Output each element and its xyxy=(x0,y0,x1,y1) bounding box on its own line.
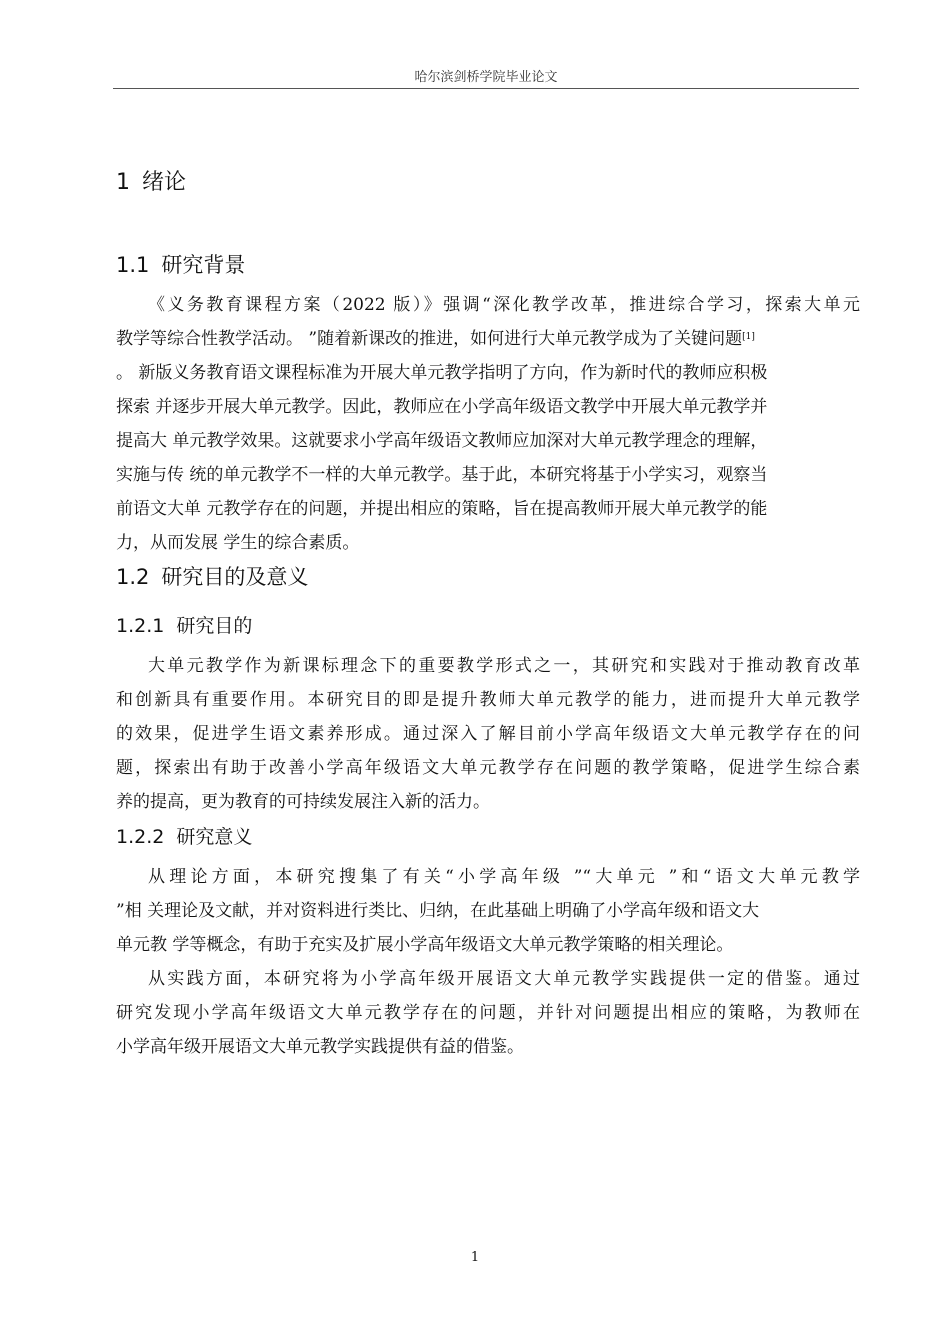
text-line: 研究发现小学高年级语文大单元教学存在的问题，并针对问题提出相应的策略，为教师在 xyxy=(116,1003,860,1023)
paragraph-background xyxy=(116,288,860,560)
paragraph-purpose xyxy=(116,649,860,819)
subsection-number: 1.2.2 xyxy=(116,826,165,848)
text-line: ”相 关理论及文献，并对资料进行类比、归纳，在此基础上明确了小学高年级和语文大 xyxy=(116,901,760,921)
text-line: 题，探索出有助于改善小学高年级语文大单元教学存在问题的教学策略，促进学生综合素 xyxy=(116,758,860,778)
running-header: 哈尔滨剑桥学院毕业论文 xyxy=(414,70,558,85)
text-line: 《义务教育课程方案（2022 版）》强调“深化教学改革，推进综合学习，探索大单元 xyxy=(148,295,860,315)
header-divider xyxy=(113,88,859,89)
text-line: 前语文大单 元教学存在的问题，并提出相应的策略，旨在提高教师开展大单元教学的能 xyxy=(116,499,768,519)
text-line: 教学等综合性教学活动。 ”随着新课改的推进，如何进行大单元教学成为了关键问题[1] xyxy=(116,329,755,349)
text-line: 探索 并逐步开展大单元教学。因此，教师应在小学高年级语文教学中开展大单元教学并 xyxy=(116,397,768,417)
text-line: 实施与传 统的单元教学不一样的大单元教学。基于此，本研究将基于小学实习，观察当 xyxy=(116,465,768,485)
page-number: 1 xyxy=(470,1250,480,1265)
chapter-heading xyxy=(116,165,186,196)
subsection-title: 研究意义 xyxy=(176,826,253,848)
text-line: 从实践方面，本研究将为小学高年级开展语文大单元教学实践提供一定的借鉴。通过 xyxy=(148,969,860,989)
subsection-title: 研究目的 xyxy=(176,615,253,637)
text-line: 的效果，促进学生语文素养形成。通过深入了解目前小学高年级语文大单元教学存在的问 xyxy=(116,724,860,744)
section-number: 1.2 xyxy=(116,565,150,589)
chapter-number: 1 xyxy=(116,170,130,195)
text-line: 单元教 学等概念，有助于充实及扩展小学高年级语文大单元教学策略的相关理论。 xyxy=(116,935,734,955)
section-heading-1-2 xyxy=(116,561,308,591)
section-title: 研究目的及意义 xyxy=(161,565,309,589)
text-line: 和创新具有重要作用。本研究目的即是提升教师大单元教学的能力，进而提升大单元教学 xyxy=(116,690,860,710)
section-heading-1-1 xyxy=(116,249,245,279)
text-line: 。 新版义务教育语文课程标准为开展大单元教学指明了方向，作为新时代的教师应积极 xyxy=(116,363,768,383)
text-line: 小学高年级开展语文大单元教学实践提供有益的借鉴。 xyxy=(116,1037,524,1057)
text-line: 大单元教学作为新课标理念下的重要教学形式之一，其研究和实践对于推动教育改革 xyxy=(148,656,860,676)
chapter-title: 绪论 xyxy=(142,170,187,195)
text-line: 养的提高，更为教育的可持续发展注入新的活力。 xyxy=(116,792,490,812)
subsection-number: 1.2.1 xyxy=(116,615,165,637)
subsection-heading-1-2-2 xyxy=(116,822,252,849)
text-line: 力，从而发展 学生的综合素质。 xyxy=(116,533,360,553)
section-number: 1.1 xyxy=(116,253,150,277)
text-line: 从理论方面，本研究搜集了有关“小学高年级 ”“大单元 ”和“语文大单元教学 xyxy=(148,867,860,887)
text-line: 提高大 单元教学效果。这就要求小学高年级语文教师应加深对大单元教学理念的理解， xyxy=(116,431,768,451)
section-title: 研究背景 xyxy=(161,253,246,277)
subsection-heading-1-2-1 xyxy=(116,611,252,638)
citation-marker: [1] xyxy=(742,332,755,342)
paragraph-significance-theory xyxy=(116,860,860,962)
paragraph-significance-practice xyxy=(116,962,860,1064)
